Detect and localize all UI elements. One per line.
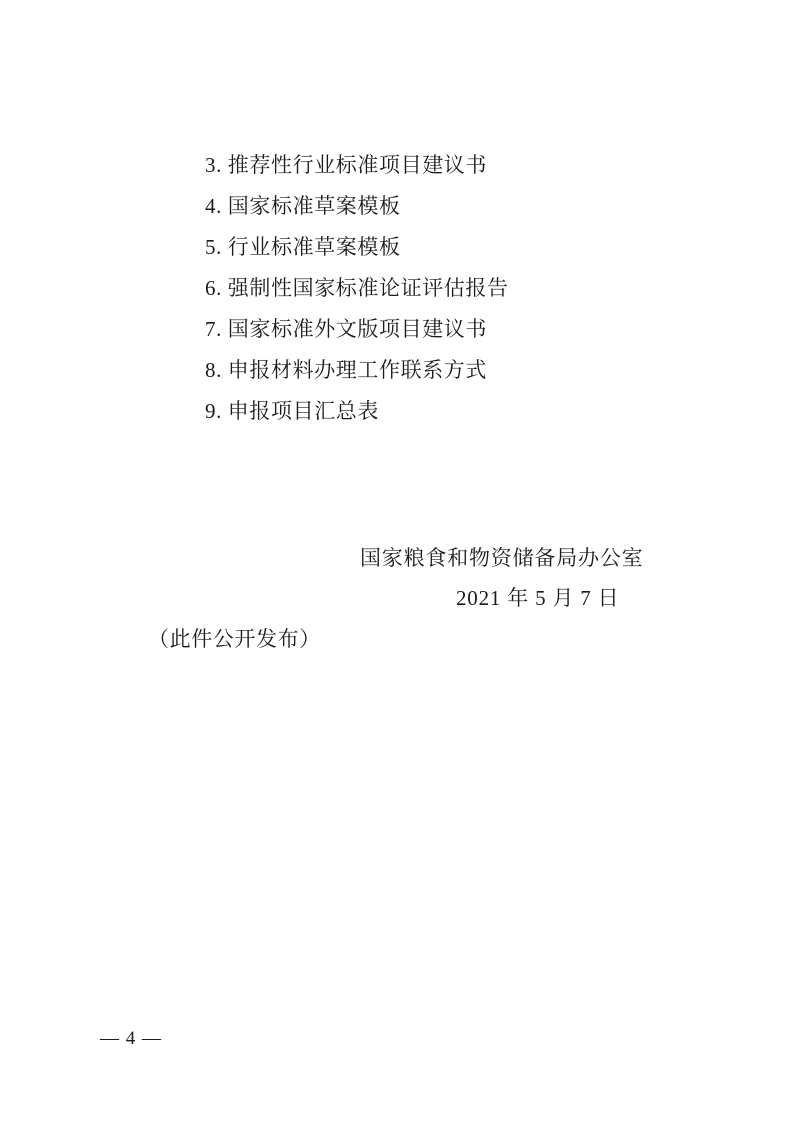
page-number: — 4 — [100,1028,162,1049]
issue-date: 2021 年 5 月 7 日 [456,586,620,610]
attachment-item: 7. 国家标准外文版项目建议书 [205,317,487,341]
attachment-item: 5. 行业标准草案模板 [205,235,401,259]
attachment-item: 8. 申报材料办理工作联系方式 [205,358,487,382]
issuing-organization: 国家粮食和物资储备局办公室 [360,546,644,570]
attachment-item: 9. 申报项目汇总表 [205,399,379,423]
signature-block [360,538,690,618]
attachment-item: 6. 强制性国家标准论证评估报告 [205,276,509,300]
attachment-item: 4. 国家标准草案模板 [205,194,401,218]
publication-note: （此件公开发布） [148,627,321,651]
attachment-item: 3. 推荐性行业标准项目建议书 [205,153,487,177]
attachment-list [205,145,725,432]
